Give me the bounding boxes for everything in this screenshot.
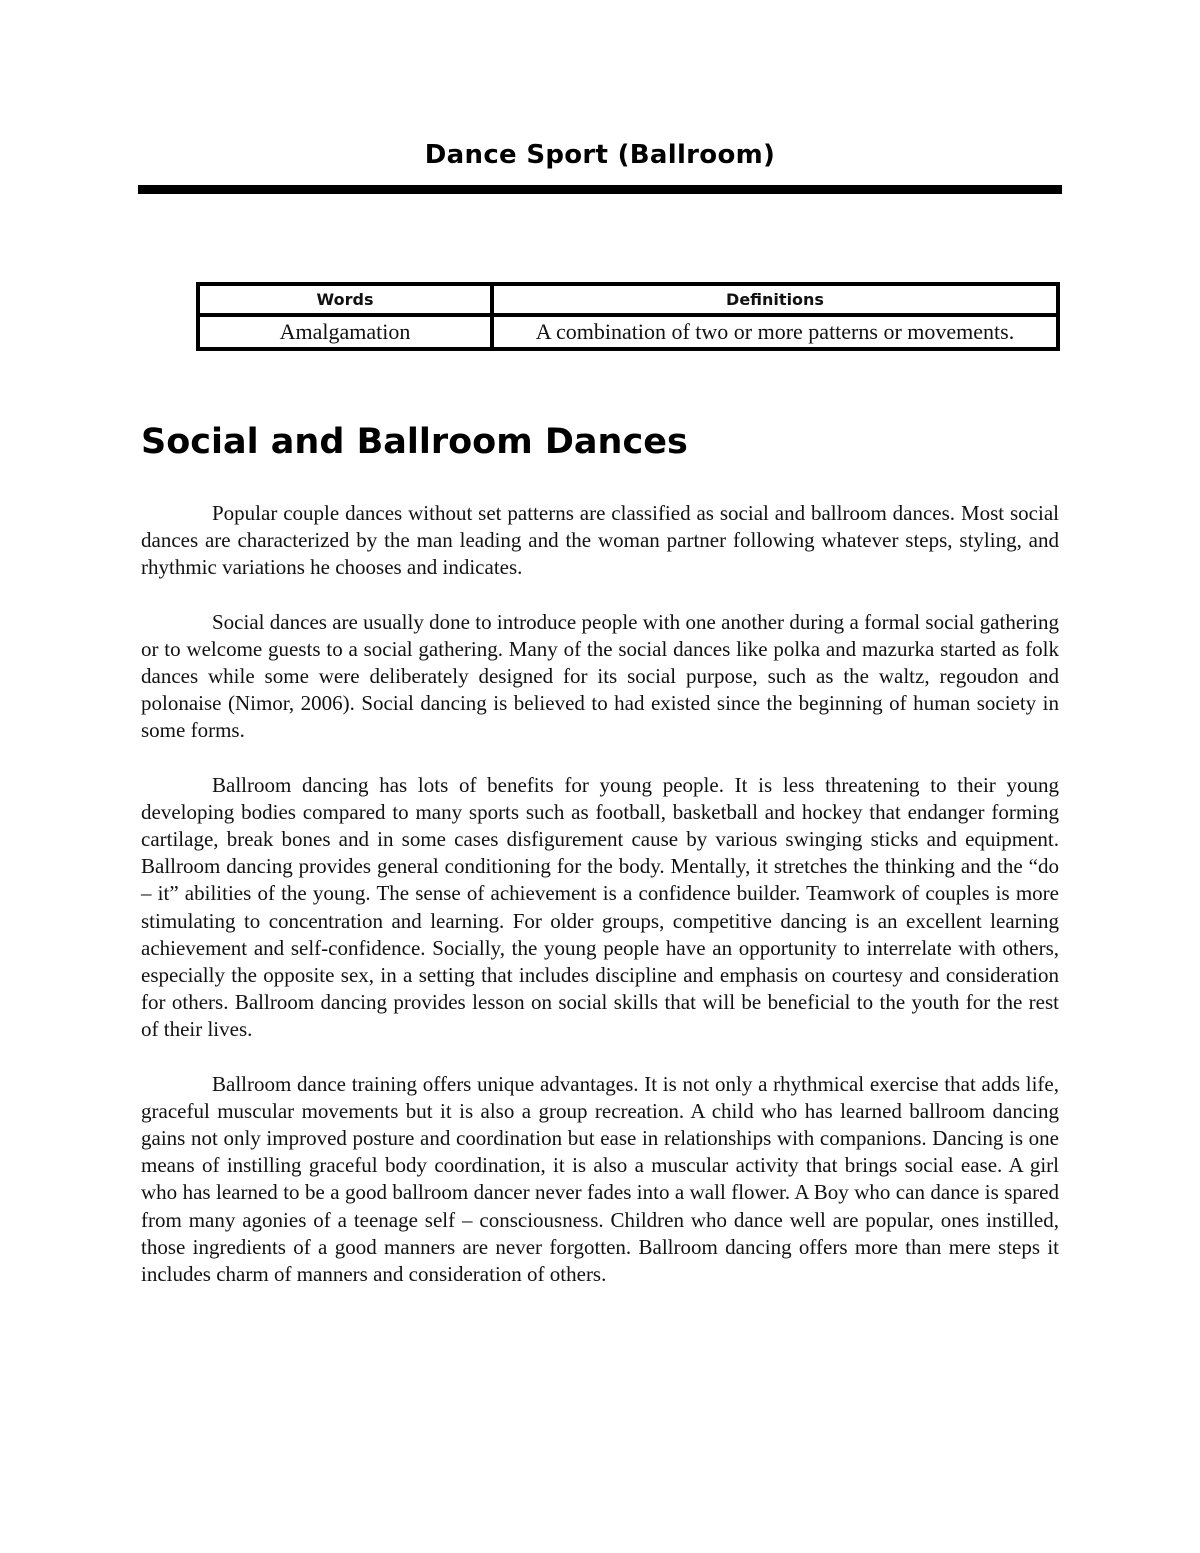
- column-header-words: Words: [198, 284, 492, 315]
- vocabulary-table: [196, 282, 1060, 351]
- table-row: [198, 315, 1058, 349]
- word-cell: Amalgamation: [198, 315, 492, 349]
- header-rule: [138, 185, 1062, 194]
- column-header-definitions: Definitions: [492, 284, 1058, 315]
- definition-cell: A combination of two or more patterns or movements.: [492, 315, 1058, 349]
- paragraph: Ballroom dance training offers unique advantages. It is not only a rhythmical exercise that adds life, graceful muscular movements but it is also a group recreation. A child who has learned ballroom dancing gains not only improved posture and coordination but ease in relationships with companions. Dancing is one means of instilling graceful body coordination, it is also a muscular activity that brings social ease. A girl who has learned to be a good ballroom dancer never fades into a wall flower. A Boy who can dance is spared from many agonies of a teenage self – consciousness. Children who dance well are popular, ones instilled, those ingredients of a good manners are never forgotten. Ballroom dancing offers more than mere steps it includes charm of manners and consideration of others.: [141, 1071, 1059, 1287]
- section-title: Social and Ballroom Dances: [141, 422, 688, 462]
- page-header: Dance Sport (Ballroom): [424, 140, 776, 170]
- paragraph: Popular couple dances without set patterns are classified as social and ballroom dances. Most social dances are characterized by the man leading and the woman partner following whatever steps, styling, and rhythmic variations he chooses and indicates.: [141, 501, 1059, 580]
- paragraph: Social dances are usually done to introduce people with one another during a formal social gathering or to welcome guests to a social gathering. Many of the social dances like polka and mazurka started as folk dances while some were deliberately designed for its social purpose, such as the waltz, regoudon and polonaise (Nimor, 2006). Social dancing is believed to had existed since the beginning of human society in some forms.: [141, 609, 1059, 743]
- paragraph: Ballroom dancing has lots of benefits for young people. It is less threatening to their young developing bodies compared to many sports such as football, basketball and hockey that endanger forming cartilage, break bones and in some cases disfigurement cause by various swinging sticks and equipment. Ballroom dancing provides general conditioning for the body. Mentally, it stretches the thinking and the “do – it” abilities of the young. The sense of achievement is a confidence builder. Teamwork of couples is more stimulating to concentration and learning. For older groups, competitive dancing is an excellent learning achievement and self-confidence. Socially, the young people have an opportunity to interrelate with others, especially the opposite sex, in a setting that includes discipline and emphasis on courtesy and consideration for others. Ballroom dancing provides lesson on social skills that will be beneficial to the youth for the rest of their lives.: [141, 772, 1059, 1042]
- body-text: [141, 500, 1059, 1315]
- table-header-row: [198, 284, 1058, 315]
